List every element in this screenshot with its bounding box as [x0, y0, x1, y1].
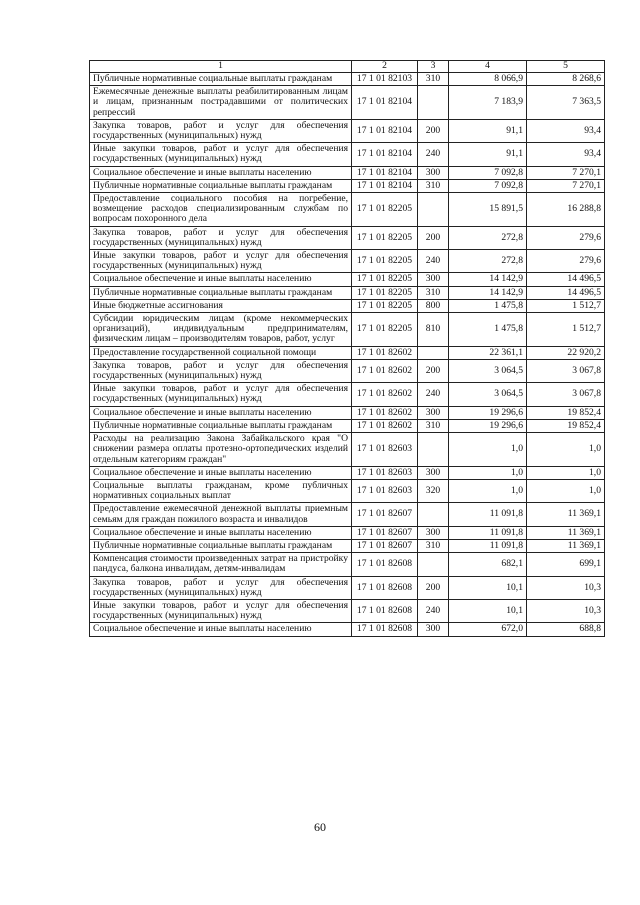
column-number-row [90, 61, 605, 73]
row-name: Публичные нормативные социальные выплаты гражданам [90, 286, 352, 299]
row-amount-col5: 10,3 [527, 576, 605, 599]
row-target-code: 17 1 01 82104 [352, 143, 418, 166]
row-amount-col4: 672,0 [449, 623, 527, 636]
row-expense-type [418, 86, 449, 120]
row-target-code: 17 1 01 82205 [352, 286, 418, 299]
row-amount-col5: 1 512,7 [527, 299, 605, 312]
row-name: Иные закупки товаров, работ и услуг для обеспечения государственных (муниципальных) нужд [90, 143, 352, 166]
row-amount-col4: 14 142,9 [449, 286, 527, 299]
row-expense-type: 300 [418, 273, 449, 286]
row-amount-col4: 8 066,9 [449, 73, 527, 86]
row-amount-col5: 10,3 [527, 599, 605, 622]
table-row [90, 143, 605, 166]
row-amount-col5: 93,4 [527, 143, 605, 166]
table-row [90, 313, 605, 347]
row-target-code: 17 1 01 82205 [352, 299, 418, 312]
table-row [90, 286, 605, 299]
table-row [90, 119, 605, 142]
row-amount-col5: 11 369,1 [527, 539, 605, 552]
row-amount-col4: 1,0 [449, 433, 527, 467]
row-name: Закупка товаров, работ и услуг для обеспечения государственных (муниципальных) нужд [90, 119, 352, 142]
row-name: Предоставление социального пособия на погребение, возмещение расходов специализированным службам по вопросам похоронного дела [90, 193, 352, 227]
row-target-code: 17 1 01 82608 [352, 623, 418, 636]
row-target-code: 17 1 01 82608 [352, 553, 418, 576]
row-name: Компенсация стоимости произведенных затрат на пристройку пандуса, балкона инвалидам, детям-инвалидам [90, 553, 352, 576]
row-amount-col4: 11 091,8 [449, 526, 527, 539]
row-amount-col5: 688,8 [527, 623, 605, 636]
table-row [90, 479, 605, 502]
table-row [90, 503, 605, 526]
row-name: Ежемесячные денежные выплаты реабилитированным лицам и лицам, признанным пострадавшими от политических репрессий [90, 86, 352, 120]
row-expense-type: 300 [418, 526, 449, 539]
row-amount-col5: 7 270,1 [527, 166, 605, 179]
row-name: Публичные нормативные социальные выплаты гражданам [90, 419, 352, 432]
row-target-code: 17 1 01 82607 [352, 539, 418, 552]
row-expense-type: 300 [418, 166, 449, 179]
row-name: Субсидии юридическим лицам (кроме некоммерческих организаций), индивидуальным предпринимателям, физическим лицам – производителям товаров, работ, услуг [90, 313, 352, 347]
table-row [90, 553, 605, 576]
row-name: Иные закупки товаров, работ и услуг для обеспечения государственных (муниципальных) нужд [90, 599, 352, 622]
row-amount-col4: 11 091,8 [449, 539, 527, 552]
column-number-3: 3 [418, 61, 449, 73]
row-target-code: 17 1 01 82104 [352, 86, 418, 120]
row-target-code: 17 1 01 82602 [352, 406, 418, 419]
table-row [90, 433, 605, 467]
row-amount-col4: 272,8 [449, 226, 527, 249]
row-name: Социальное обеспечение и иные выплаты населению [90, 273, 352, 286]
budget-table [89, 60, 605, 637]
table-row [90, 299, 605, 312]
row-target-code: 17 1 01 82608 [352, 599, 418, 622]
table-row [90, 526, 605, 539]
row-amount-col5: 14 496,5 [527, 273, 605, 286]
row-expense-type: 300 [418, 623, 449, 636]
row-amount-col5: 19 852,4 [527, 406, 605, 419]
row-amount-col5: 19 852,4 [527, 419, 605, 432]
row-expense-type: 310 [418, 73, 449, 86]
row-target-code: 17 1 01 82602 [352, 419, 418, 432]
row-name: Иные закупки товаров, работ и услуг для обеспечения государственных (муниципальных) нужд [90, 250, 352, 273]
row-expense-type: 810 [418, 313, 449, 347]
row-target-code: 17 1 01 82205 [352, 250, 418, 273]
row-expense-type: 200 [418, 576, 449, 599]
table-row [90, 623, 605, 636]
table-row [90, 166, 605, 179]
row-target-code: 17 1 01 82104 [352, 166, 418, 179]
row-target-code: 17 1 01 82608 [352, 576, 418, 599]
row-name: Социальное обеспечение и иные выплаты населению [90, 406, 352, 419]
table-row [90, 599, 605, 622]
row-amount-col5: 279,6 [527, 226, 605, 249]
table-row [90, 273, 605, 286]
row-amount-col4: 19 296,6 [449, 406, 527, 419]
row-amount-col5: 93,4 [527, 119, 605, 142]
row-name: Расходы на реализацию Закона Забайкальского края "О снижении размера оплаты протезно-ортопедических изделий отдельным категориям граждан" [90, 433, 352, 467]
row-name: Закупка товаров, работ и услуг для обеспечения государственных (муниципальных) нужд [90, 359, 352, 382]
row-name: Социальное обеспечение и иные выплаты населению [90, 623, 352, 636]
row-expense-type [418, 433, 449, 467]
row-expense-type [418, 346, 449, 359]
row-amount-col4: 7 092,8 [449, 179, 527, 192]
row-target-code: 17 1 01 82607 [352, 503, 418, 526]
row-amount-col5: 699,1 [527, 553, 605, 576]
table-row [90, 419, 605, 432]
row-target-code: 17 1 01 82602 [352, 346, 418, 359]
table-row [90, 193, 605, 227]
row-amount-col4: 15 891,5 [449, 193, 527, 227]
row-expense-type [418, 193, 449, 227]
row-target-code: 17 1 01 82104 [352, 119, 418, 142]
row-expense-type: 200 [418, 119, 449, 142]
row-amount-col4: 1,0 [449, 466, 527, 479]
table-row [90, 466, 605, 479]
row-amount-col4: 7 092,8 [449, 166, 527, 179]
row-expense-type: 240 [418, 383, 449, 406]
row-name: Предоставление ежемесячной денежной выплаты приемным семьям для граждан пожилого возраста и инвалидов [90, 503, 352, 526]
column-number-1: 1 [90, 61, 352, 73]
row-target-code: 17 1 01 82603 [352, 466, 418, 479]
row-amount-col4: 22 361,1 [449, 346, 527, 359]
row-amount-col5: 3 067,8 [527, 383, 605, 406]
row-amount-col5: 16 288,8 [527, 193, 605, 227]
row-amount-col4: 3 064,5 [449, 359, 527, 382]
row-expense-type [418, 553, 449, 576]
row-name: Предоставление государственной социальной помощи [90, 346, 352, 359]
table-row [90, 359, 605, 382]
row-amount-col4: 1 475,8 [449, 299, 527, 312]
row-expense-type: 320 [418, 479, 449, 502]
row-amount-col5: 3 067,8 [527, 359, 605, 382]
row-amount-col4: 3 064,5 [449, 383, 527, 406]
row-amount-col4: 14 142,9 [449, 273, 527, 286]
table-row [90, 346, 605, 359]
row-target-code: 17 1 01 82602 [352, 383, 418, 406]
row-amount-col5: 11 369,1 [527, 526, 605, 539]
table-row [90, 73, 605, 86]
row-amount-col5: 279,6 [527, 250, 605, 273]
table-row [90, 406, 605, 419]
page-number: 60 [314, 820, 326, 834]
row-target-code: 17 1 01 82205 [352, 273, 418, 286]
row-amount-col4: 682,1 [449, 553, 527, 576]
row-name: Иные закупки товаров, работ и услуг для обеспечения государственных (муниципальных) нужд [90, 383, 352, 406]
row-name: Закупка товаров, работ и услуг для обеспечения государственных (муниципальных) нужд [90, 576, 352, 599]
row-amount-col4: 10,1 [449, 576, 527, 599]
column-number-5: 5 [527, 61, 605, 73]
row-expense-type: 300 [418, 406, 449, 419]
row-amount-col4: 1 475,8 [449, 313, 527, 347]
row-amount-col5: 1,0 [527, 466, 605, 479]
row-target-code: 17 1 01 82205 [352, 226, 418, 249]
row-expense-type: 310 [418, 179, 449, 192]
row-target-code: 17 1 01 82603 [352, 479, 418, 502]
row-expense-type: 240 [418, 250, 449, 273]
table-row [90, 576, 605, 599]
row-amount-col5: 7 270,1 [527, 179, 605, 192]
row-target-code: 17 1 01 82607 [352, 526, 418, 539]
table-row [90, 539, 605, 552]
row-name: Социальное обеспечение и иные выплаты населению [90, 526, 352, 539]
row-amount-col4: 272,8 [449, 250, 527, 273]
row-target-code: 17 1 01 82104 [352, 179, 418, 192]
row-amount-col5: 1,0 [527, 433, 605, 467]
row-name: Иные бюджетные ассигнования [90, 299, 352, 312]
row-target-code: 17 1 01 82103 [352, 73, 418, 86]
column-number-4: 4 [449, 61, 527, 73]
row-name: Публичные нормативные социальные выплаты гражданам [90, 179, 352, 192]
row-amount-col4: 11 091,8 [449, 503, 527, 526]
row-expense-type: 800 [418, 299, 449, 312]
row-expense-type [418, 503, 449, 526]
row-amount-col4: 19 296,6 [449, 419, 527, 432]
row-expense-type: 310 [418, 419, 449, 432]
table-row [90, 383, 605, 406]
row-amount-col5: 8 268,6 [527, 73, 605, 86]
row-name: Социальные выплаты гражданам, кроме публичных нормативных социальных выплат [90, 479, 352, 502]
row-target-code: 17 1 01 82602 [352, 359, 418, 382]
row-amount-col4: 1,0 [449, 479, 527, 502]
row-name: Социальное обеспечение и иные выплаты населению [90, 166, 352, 179]
row-name: Публичные нормативные социальные выплаты гражданам [90, 73, 352, 86]
row-expense-type: 300 [418, 466, 449, 479]
row-amount-col5: 1,0 [527, 479, 605, 502]
row-amount-col4: 91,1 [449, 143, 527, 166]
row-target-code: 17 1 01 82205 [352, 193, 418, 227]
row-amount-col5: 22 920,2 [527, 346, 605, 359]
row-amount-col5: 14 496,5 [527, 286, 605, 299]
row-expense-type: 240 [418, 599, 449, 622]
table-row [90, 226, 605, 249]
row-amount-col5: 11 369,1 [527, 503, 605, 526]
row-amount-col5: 7 363,5 [527, 86, 605, 120]
row-expense-type: 310 [418, 286, 449, 299]
row-amount-col4: 7 183,9 [449, 86, 527, 120]
column-number-2: 2 [352, 61, 418, 73]
row-target-code: 17 1 01 82205 [352, 313, 418, 347]
row-name: Закупка товаров, работ и услуг для обеспечения государственных (муниципальных) нужд [90, 226, 352, 249]
row-expense-type: 200 [418, 226, 449, 249]
row-expense-type: 310 [418, 539, 449, 552]
row-amount-col4: 91,1 [449, 119, 527, 142]
table-row [90, 86, 605, 120]
row-target-code: 17 1 01 82603 [352, 433, 418, 467]
row-name: Публичные нормативные социальные выплаты гражданам [90, 539, 352, 552]
row-amount-col4: 10,1 [449, 599, 527, 622]
row-amount-col5: 1 512,7 [527, 313, 605, 347]
table-row [90, 179, 605, 192]
row-expense-type: 200 [418, 359, 449, 382]
row-expense-type: 240 [418, 143, 449, 166]
row-name: Социальное обеспечение и иные выплаты населению [90, 466, 352, 479]
table-row [90, 250, 605, 273]
